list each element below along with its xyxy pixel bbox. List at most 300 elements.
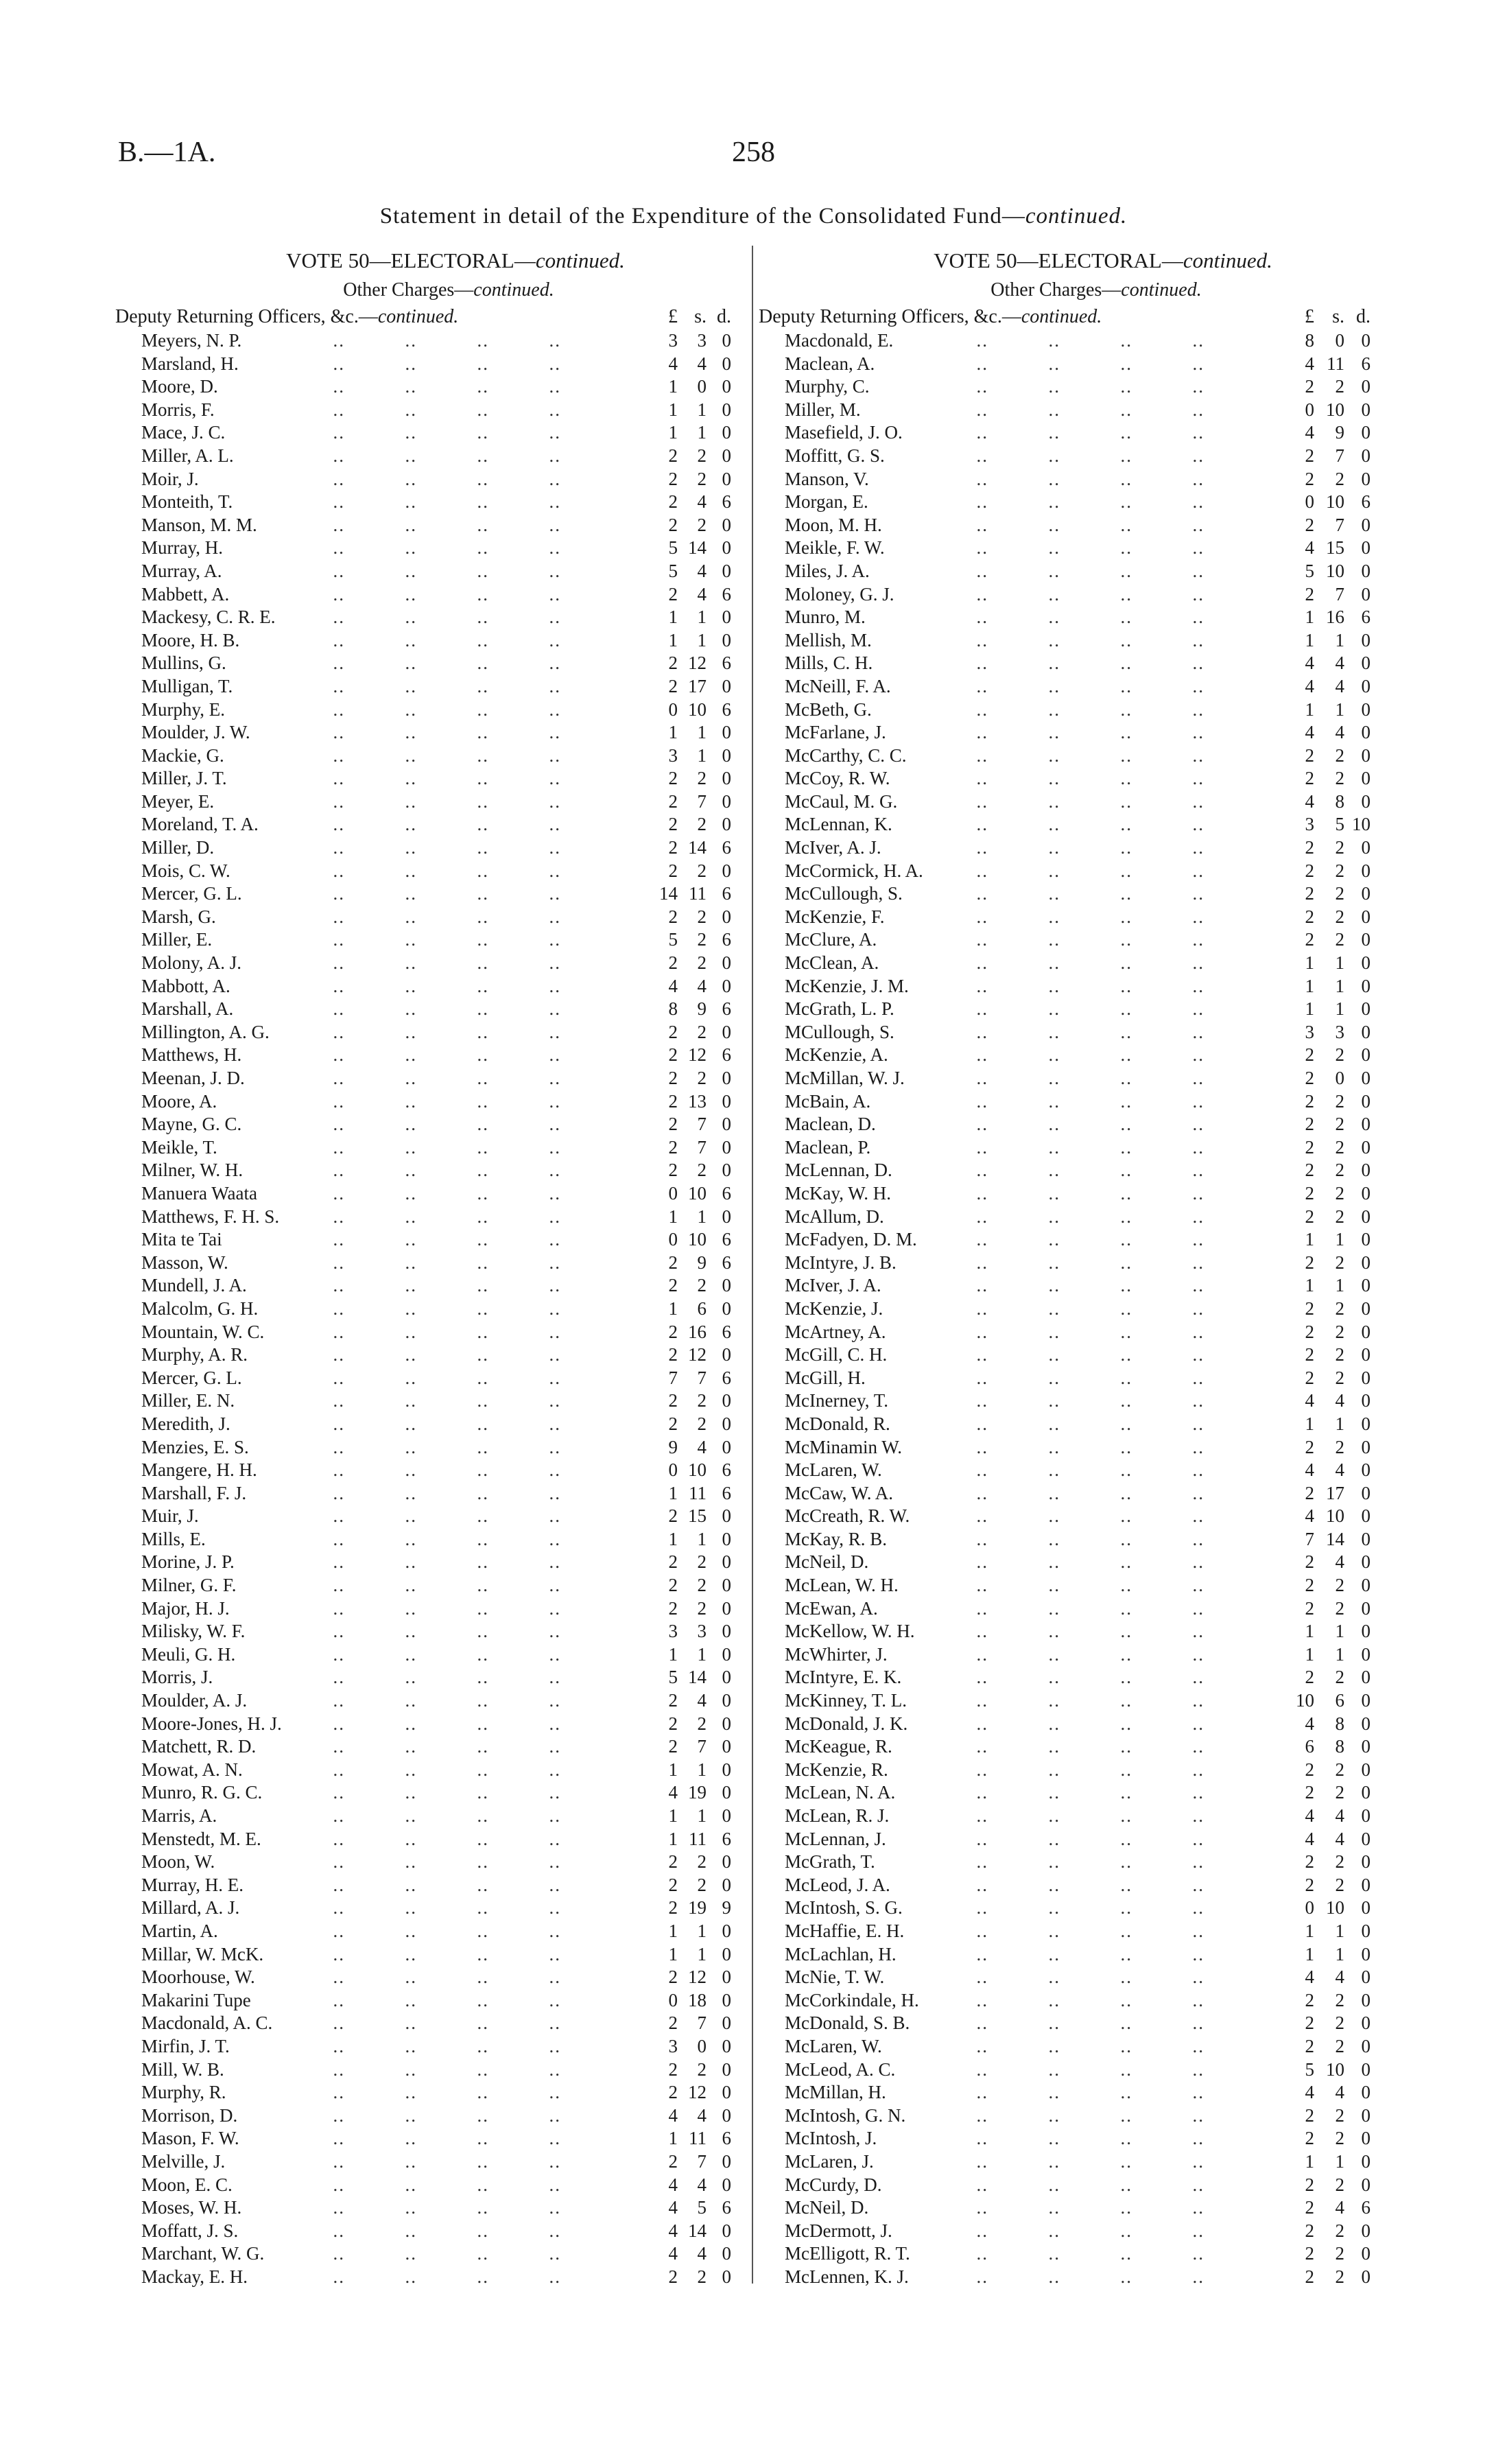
leader-dots	[964, 813, 1307, 836]
entry-name: Moorhouse, W.	[141, 1966, 259, 1989]
table-row	[759, 1459, 1392, 1482]
pounds-value: 2	[668, 952, 678, 974]
pence-value: 6	[722, 1182, 731, 1204]
pence-value: 6	[722, 1044, 731, 1066]
entry-name: Meenan, J. D.	[141, 1067, 249, 1090]
pounds-value: 0	[1305, 1897, 1314, 1919]
pounds-value: 2	[1305, 2104, 1314, 2126]
leader-dots	[964, 2081, 1307, 2104]
shillings-header: s.	[694, 306, 707, 327]
pence-value: 6	[722, 883, 731, 904]
table-row	[115, 606, 741, 629]
pence-value: 0	[722, 744, 731, 766]
pence-value: 0	[1361, 1321, 1370, 1342]
pence-value: 0	[1361, 2082, 1370, 2103]
entry-name: Moon, M. H.	[785, 514, 886, 537]
leader-dots	[964, 1943, 1307, 1967]
entry-name: Moulder, A. J.	[141, 1689, 251, 1713]
leader-dots	[964, 652, 1307, 675]
pence-value: 0	[1361, 560, 1370, 581]
pounds-value: 10	[1296, 1690, 1314, 1711]
entry-name: Meyers, N. P.	[141, 329, 246, 353]
shillings-value: 2	[697, 2266, 707, 2287]
leader-dots	[964, 491, 1307, 514]
table-row	[759, 699, 1392, 722]
shillings-value: 4	[697, 2243, 707, 2264]
table-row	[115, 1206, 741, 1229]
shillings-value: 2	[1335, 1597, 1344, 1619]
table-row	[115, 1367, 741, 1390]
table-row	[115, 1021, 741, 1044]
entry-name: Mullins, G.	[141, 652, 230, 675]
shillings-value: 12	[688, 2082, 707, 2103]
pounds-value: 1	[1305, 1943, 1314, 1964]
pence-value: 0	[1361, 1413, 1370, 1434]
entry-name: McLean, W. H.	[785, 1574, 903, 1597]
table-row	[115, 975, 741, 998]
table-row	[115, 744, 741, 768]
entry-name: Morris, J.	[141, 1666, 217, 1689]
shillings-value: 2	[1335, 1782, 1344, 1803]
leader-dots	[964, 421, 1307, 445]
pounds-value: 2	[1305, 2013, 1314, 2034]
table-row	[759, 1781, 1392, 1805]
vote-label: VOTE 50—ELECTORAL—	[934, 248, 1183, 272]
leader-dots	[964, 744, 1307, 768]
pence-value: 0	[1361, 929, 1370, 950]
pounds-value: 9	[668, 1436, 678, 1457]
pence-value: 6	[722, 1828, 731, 1849]
pounds-value: 2	[668, 1390, 678, 1411]
shillings-value: 2	[1335, 2035, 1344, 2056]
pounds-value: 2	[1305, 1436, 1314, 1457]
entry-name: McKinney, T. L.	[785, 1689, 911, 1713]
pence-value: 6	[1361, 353, 1370, 374]
page-number: 258	[732, 137, 775, 168]
shillings-value: 7	[697, 1736, 707, 1757]
pence-value: 0	[722, 1298, 731, 1319]
vote-heading	[759, 246, 1392, 276]
entry-name: McLeod, A. C.	[785, 2058, 899, 2082]
pence-value: 0	[722, 1021, 731, 1042]
leader-dots	[964, 1389, 1307, 1413]
pence-value: 0	[1361, 2266, 1370, 2287]
shillings-value: 1	[1335, 2150, 1344, 2172]
pounds-value: 4	[1305, 353, 1314, 374]
shillings-value: 2	[697, 1021, 707, 1042]
pence-value: 6	[722, 998, 731, 1020]
entry-name: McLennen, K. J.	[785, 2266, 913, 2289]
leader-dots	[964, 2242, 1307, 2266]
pence-value: 6	[722, 583, 731, 605]
pounds-value: 0	[1305, 491, 1314, 513]
leader-dots	[964, 2035, 1307, 2058]
leader-dots	[964, 2196, 1307, 2220]
shillings-value: 4	[1335, 675, 1344, 696]
pence-value: 6	[1361, 2197, 1370, 2218]
entry-name: McBain, A.	[785, 1090, 875, 1114]
entry-name: McIntosh, J.	[785, 2127, 881, 2150]
shillings-value: 2	[1335, 376, 1344, 397]
shillings-value: 17	[688, 675, 707, 696]
entry-name: McKenzie, J. M.	[785, 975, 913, 998]
leader-dots	[964, 2104, 1307, 2128]
leader-dots	[964, 1482, 1307, 1505]
table-row	[759, 560, 1392, 583]
pounds-value: 2	[1305, 1252, 1314, 1273]
entry-name: Melville, J.	[141, 2150, 229, 2174]
table-row	[115, 2174, 741, 2197]
table-row	[115, 1781, 741, 1805]
pounds-value: 4	[668, 2174, 678, 2195]
pence-value: 0	[722, 2243, 731, 2264]
pence-value: 0	[722, 675, 731, 696]
shillings-value: 1	[1335, 1621, 1344, 1642]
shillings-value: 2	[1335, 1436, 1344, 1457]
pence-value: 0	[722, 1136, 731, 1158]
shillings-value: 18	[688, 1989, 707, 2010]
table-row	[759, 1021, 1392, 1044]
pounds-value: 2	[668, 445, 678, 466]
pounds-value: 2	[668, 1252, 678, 1273]
entry-name: Munro, R. G. C.	[141, 1781, 266, 1805]
pounds-value: 2	[1305, 1206, 1314, 1227]
entry-name: Milner, G. F.	[141, 1574, 241, 1597]
pence-value: 0	[722, 1805, 731, 1826]
leader-dots	[964, 1228, 1307, 1252]
pence-value: 0	[1361, 1044, 1370, 1066]
pounds-value: 0	[1305, 399, 1314, 420]
table-row	[115, 421, 741, 445]
shillings-value: 1	[1335, 975, 1344, 996]
pence-value: 0	[1361, 514, 1370, 535]
entry-name: Mulligan, T.	[141, 675, 237, 699]
table-row	[759, 2196, 1392, 2220]
leader-dots	[964, 514, 1307, 537]
table-row	[115, 1574, 741, 1597]
entry-name: Matthews, F. H. S.	[141, 1206, 283, 1229]
leader-dots	[964, 1828, 1307, 1851]
pounds-value: 2	[668, 675, 678, 696]
entry-name: Miller, D.	[141, 836, 218, 860]
shillings-value: 2	[1335, 906, 1344, 927]
pounds-value: 1	[668, 399, 678, 420]
shillings-value: 14	[688, 837, 707, 858]
shillings-value: 1	[697, 1759, 707, 1780]
pence-value: 0	[1361, 768, 1370, 789]
shillings-value: 2	[1335, 1252, 1344, 1273]
table-row	[759, 2012, 1392, 2035]
shillings-value: 1	[1335, 1943, 1344, 1964]
subheading-continued: continued.	[1121, 279, 1202, 301]
pounds-value: 3	[1305, 814, 1314, 835]
pounds-value: 2	[1305, 929, 1314, 950]
entry-name: McNeil, D.	[785, 1551, 873, 1574]
table-row	[115, 1551, 741, 1574]
page-reference: B.—1A.	[118, 137, 216, 168]
pence-value: 0	[722, 814, 731, 835]
pence-value: 0	[722, 1874, 731, 1895]
shillings-value: 2	[1335, 1090, 1344, 1112]
pence-value: 0	[1361, 1090, 1370, 1112]
pounds-value: 2	[1305, 1667, 1314, 1688]
pounds-value: 1	[668, 607, 678, 628]
shillings-value: 4	[697, 1436, 707, 1457]
shillings-value: 2	[697, 906, 707, 927]
pence-value: 0	[722, 1436, 731, 1457]
pounds-value: 2	[668, 1068, 678, 1088]
leader-dots	[964, 1413, 1307, 1436]
shillings-value: 10	[1326, 1505, 1344, 1527]
pounds-value: 2	[1305, 1482, 1314, 1503]
shillings-value: 2	[1335, 1989, 1344, 2010]
leader-dots	[964, 860, 1307, 883]
pounds-value: 8	[668, 998, 678, 1020]
shillings-value: 4	[1335, 2082, 1344, 2103]
pence-value: 0	[722, 1736, 731, 1757]
table-row	[759, 1805, 1392, 1828]
shillings-value: 15	[1326, 537, 1344, 559]
pence-value: 0	[1361, 583, 1370, 605]
leader-dots	[964, 1689, 1307, 1713]
table-row	[759, 1943, 1392, 1967]
pence-value: 0	[1361, 2174, 1370, 2195]
entry-name: Miller, M.	[785, 399, 865, 422]
pence-value: 0	[722, 2220, 731, 2241]
pence-value: 0	[722, 1967, 731, 1988]
table-row	[759, 1505, 1392, 1528]
table-row	[759, 813, 1392, 836]
subheading-continued: continued.	[473, 279, 554, 301]
entry-name: McIntyre, E. K.	[785, 1666, 905, 1689]
shillings-header: s.	[1332, 306, 1344, 327]
shillings-value: 7	[697, 2013, 707, 2034]
pounds-value: 0	[668, 699, 678, 720]
shillings-value: 10	[688, 1229, 707, 1250]
leader-dots	[964, 1206, 1307, 1229]
pounds-header: £	[668, 306, 678, 327]
shillings-value: 8	[1335, 790, 1344, 812]
pence-value: 0	[1361, 1367, 1370, 1388]
leader-dots	[964, 1643, 1307, 1667]
pence-value: 0	[722, 1667, 731, 1688]
entry-name: McDonald, R.	[785, 1413, 894, 1436]
entry-name: Mita te Tai	[141, 1228, 226, 1252]
table-row	[759, 1828, 1392, 1851]
pence-value: 0	[1361, 1736, 1370, 1757]
entry-name: Millard, A. J.	[141, 1897, 244, 1920]
table-row	[759, 514, 1392, 537]
pence-value: 0	[722, 1528, 731, 1549]
table-row	[115, 1689, 741, 1713]
shillings-value: 3	[697, 1621, 707, 1642]
shillings-value: 2	[697, 1874, 707, 1895]
pounds-value: 1	[668, 1482, 678, 1503]
entry-name: McEwan, A.	[785, 1597, 882, 1621]
leader-dots	[964, 998, 1307, 1021]
shillings-value: 2	[1335, 883, 1344, 904]
pounds-value: 2	[1305, 837, 1314, 858]
table-row	[115, 721, 741, 744]
pence-value: 0	[722, 399, 731, 420]
leader-dots	[964, 1182, 1307, 1206]
entry-name: Milner, W. H.	[141, 1159, 247, 1182]
table-row	[115, 1252, 741, 1275]
pence-value: 0	[1361, 1621, 1370, 1642]
table-row	[759, 928, 1392, 952]
shillings-value: 4	[1335, 722, 1344, 743]
pounds-value: 2	[1305, 2174, 1314, 2195]
pounds-value: 0	[668, 1229, 678, 1250]
pounds-value: 2	[668, 1897, 678, 1919]
shillings-value: 6	[1335, 1690, 1344, 1711]
shillings-value: 1	[1335, 699, 1344, 720]
entry-name: Mackesy, C. R. E.	[141, 606, 279, 629]
entry-name: Morrison, D.	[141, 2104, 241, 2128]
table-row	[115, 399, 741, 422]
leader-dots	[964, 1897, 1307, 1920]
table-row	[759, 1482, 1392, 1505]
subheading-label: Other Charges—	[343, 279, 474, 301]
pence-value: 6	[722, 1321, 731, 1342]
pence-value: 0	[1361, 1989, 1370, 2010]
table-row	[115, 1044, 741, 1067]
pence-value: 0	[1361, 1482, 1370, 1503]
shillings-value: 4	[1335, 653, 1344, 674]
table-row	[759, 675, 1392, 699]
shillings-value: 7	[1335, 514, 1344, 535]
pounds-value: 1	[668, 1528, 678, 1549]
pence-value: 0	[1361, 1459, 1370, 1481]
leader-dots	[964, 1851, 1307, 1874]
entry-name: Makarini Tupe	[141, 1989, 255, 2013]
entry-name: McGrath, T.	[785, 1851, 879, 1874]
shillings-value: 1	[1335, 1920, 1344, 1941]
shillings-value: 2	[1335, 1298, 1344, 1319]
table-row	[115, 1436, 741, 1459]
pence-value: 0	[1361, 744, 1370, 766]
shillings-value: 2	[1335, 744, 1344, 766]
entry-name: Murray, H. E.	[141, 1874, 248, 1897]
shillings-value: 4	[697, 560, 707, 581]
pence-value: 0	[722, 1090, 731, 1112]
shillings-value: 2	[697, 1551, 707, 1573]
entry-name: McKay, R. B.	[785, 1528, 891, 1551]
pence-value: 0	[722, 1206, 731, 1227]
table-row	[759, 583, 1392, 607]
table-row	[115, 2150, 741, 2174]
pence-value: 0	[722, 1551, 731, 1573]
table-row	[759, 2242, 1392, 2266]
pence-value: 0	[722, 906, 731, 927]
entry-name: McCorkindale, H.	[785, 1989, 923, 2013]
entry-name: McDermott, J.	[785, 2220, 897, 2243]
shillings-value: 2	[1335, 2174, 1344, 2195]
shillings-value: 12	[688, 653, 707, 674]
shillings-value: 2	[697, 929, 707, 950]
table-row	[115, 1113, 741, 1136]
table-row	[115, 468, 741, 491]
shillings-value: 15	[688, 1505, 707, 1527]
table-row	[759, 1528, 1392, 1551]
pence-value: 0	[722, 445, 731, 466]
table-row	[759, 1574, 1392, 1597]
shillings-value: 4	[1335, 1828, 1344, 1849]
table-row	[759, 1344, 1392, 1367]
pence-value: 6	[722, 2128, 731, 2149]
pence-value: 6	[722, 1459, 731, 1481]
entry-name: Monteith, T.	[141, 491, 237, 514]
shillings-value: 2	[697, 1390, 707, 1411]
pence-value: 0	[722, 2150, 731, 2172]
shillings-value: 12	[688, 1967, 707, 1988]
pence-value: 0	[1361, 1920, 1370, 1941]
entry-name: Mace, J. C.	[141, 421, 229, 445]
pounds-value: 2	[1305, 1136, 1314, 1158]
pounds-value: 2	[1305, 468, 1314, 489]
leader-dots	[964, 1805, 1307, 1828]
pounds-value: 2	[1305, 1298, 1314, 1319]
pounds-value: 2	[1305, 1068, 1314, 1088]
pence-value: 0	[1361, 1136, 1370, 1158]
entry-name: Millar, W. McK.	[141, 1943, 268, 1967]
entry-name: McLaren, W.	[785, 2035, 886, 2058]
pence-value: 0	[1361, 975, 1370, 996]
leader-dots	[964, 836, 1307, 860]
table-row	[115, 1344, 741, 1367]
pounds-value: 1	[668, 2128, 678, 2149]
entry-name: McDonald, J. K.	[785, 1713, 912, 1736]
pounds-value: 2	[1305, 883, 1314, 904]
table-row	[115, 353, 741, 376]
pounds-value: 2	[1305, 1344, 1314, 1365]
leader-dots	[964, 1021, 1307, 1044]
pence-header: d.	[717, 306, 731, 327]
table-row	[115, 1828, 741, 1851]
pence-value: 0	[1361, 422, 1370, 443]
leader-dots	[964, 675, 1307, 699]
shillings-value: 4	[1335, 1551, 1344, 1573]
pounds-value: 2	[668, 2013, 678, 2034]
table-row	[759, 2081, 1392, 2104]
entry-name: McHaffie, E. H.	[785, 1920, 908, 1943]
shillings-value: 2	[1335, 468, 1344, 489]
table-row	[759, 1551, 1392, 1574]
table-row	[115, 2081, 741, 2104]
pounds-value: 2	[1305, 1575, 1314, 1596]
table-row	[759, 1620, 1392, 1643]
entry-name: Mackay, E. H.	[141, 2266, 252, 2289]
entry-name: Mill, W. B.	[141, 2058, 228, 2082]
table-row	[759, 1067, 1392, 1090]
entry-name: McArtney, A.	[785, 1321, 890, 1344]
shillings-value: 2	[697, 468, 707, 489]
entry-list	[759, 329, 1392, 2288]
pence-value: 0	[1361, 1505, 1370, 1527]
table-row	[115, 1920, 741, 1943]
pounds-value: 2	[1305, 2197, 1314, 2218]
pence-value: 0	[1361, 952, 1370, 974]
entry-name: MCullough, S.	[785, 1021, 899, 1044]
pounds-value: 1	[668, 376, 678, 397]
pounds-value: 4	[1305, 1805, 1314, 1826]
entry-name: Masefield, J. O.	[785, 421, 907, 445]
pounds-value: 1	[1305, 1229, 1314, 1250]
entry-name: Marris, A.	[141, 1805, 221, 1828]
table-row	[115, 1459, 741, 1482]
table-row	[759, 421, 1392, 445]
pounds-value: 2	[1305, 2035, 1314, 2056]
